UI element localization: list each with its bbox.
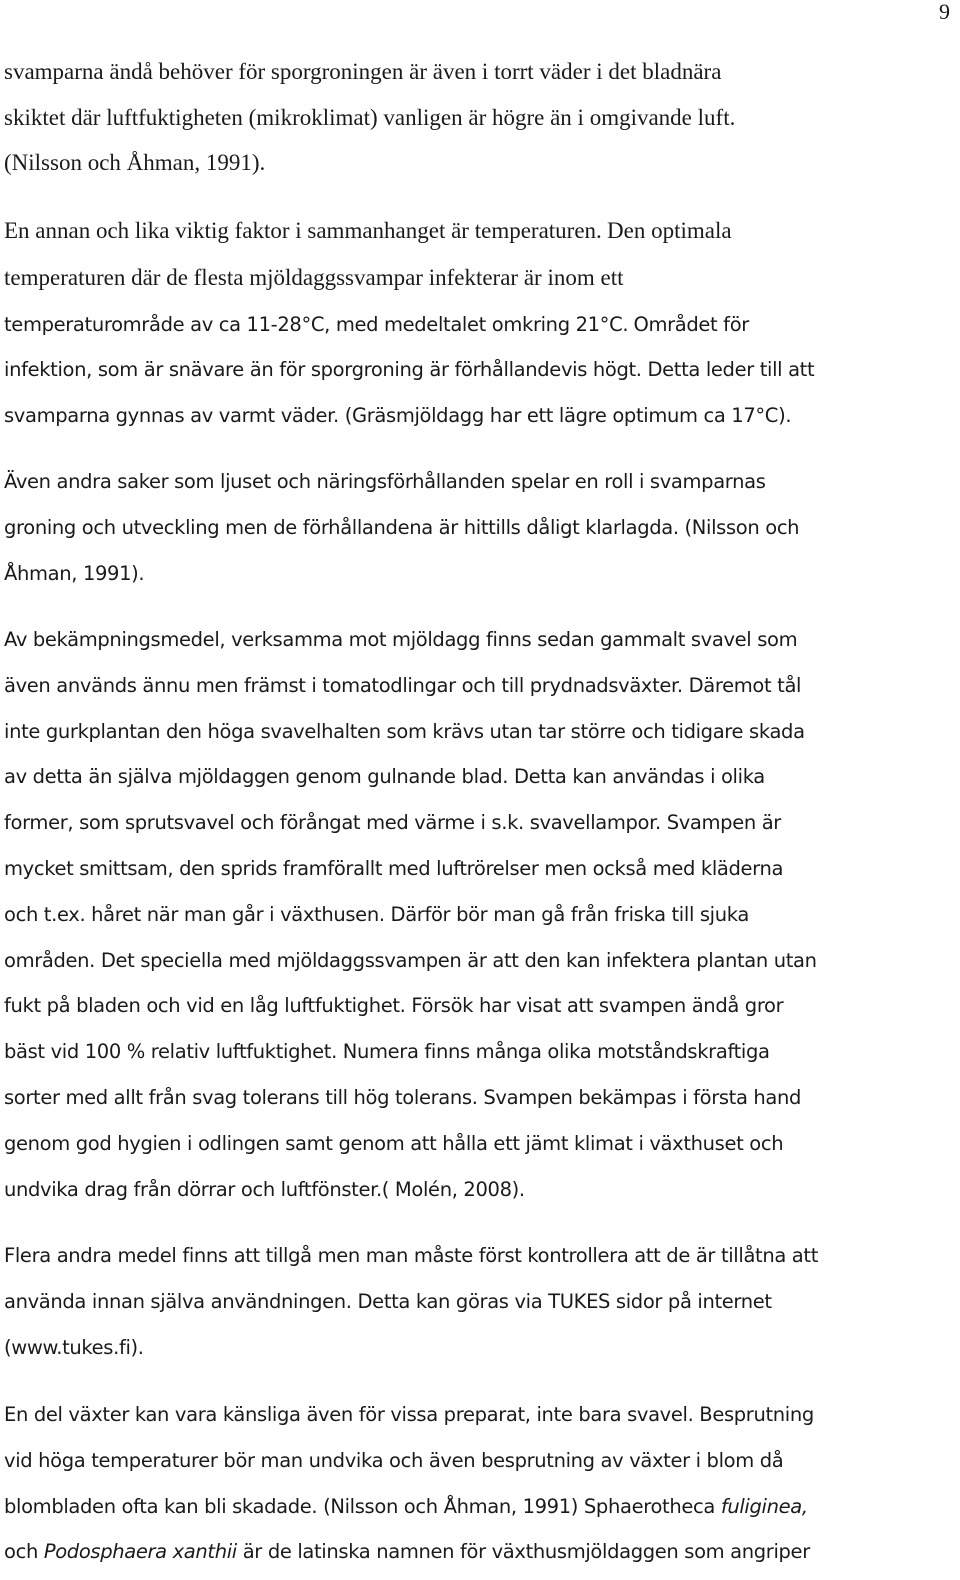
text-run: temperaturområde av ca 11-28°C, med medeltalet omkring 21°C. bbox=[4, 312, 629, 336]
text-line: vid höga temperaturer bör man undvika och även besprutning av växter i blom då bbox=[4, 1448, 784, 1472]
text-line bbox=[4, 302, 960, 348]
paragraph-5 bbox=[4, 1233, 960, 1370]
text-line: former, som sprutsvavel och förångat med värme i s.k. svavellampor. Svampen är bbox=[4, 811, 781, 835]
text-line: Av bekämpningsmedel, verksamma mot mjöldagg finns sedan gammalt svavel som bbox=[4, 628, 798, 651]
text-line: Även andra saker som ljuset och näringsförhållanden spelar en roll i svamparnas bbox=[4, 470, 766, 493]
text-run: svamparna gynnas av varmt väder. (Gräsmjöldagg har ett lägre optimum ca 17°C). bbox=[4, 404, 792, 428]
text-line: (Nilsson och Åhman, 1991). bbox=[4, 150, 266, 175]
text-run: blombladen ofta kan bli skadade. (Nilsson och Åhman, 1991) Sphaerotheca bbox=[4, 1494, 721, 1518]
text-line bbox=[4, 1529, 960, 1575]
text-run: är de latinska namnen för växthusmjöldaggen som angriper bbox=[236, 1540, 810, 1564]
text-run: temperaturen där de flesta mjöldaggssvampar infekterar är inom ett bbox=[4, 264, 624, 290]
text-line: groning och utveckling men de förhållandena är hittills dåligt klarlagda. (Nilsson och bbox=[4, 515, 800, 539]
text-run: infektion, som är snävare än för sporgroning är förhållandevis högt. Detta leder till att bbox=[4, 358, 815, 382]
text-line: områden. Det speciella med mjöldaggssvampen är att den kan infektera plantan utan bbox=[4, 948, 817, 972]
text-line: inte gurkplantan den höga svavelhalten som krävs utan tar större och tidigare skada bbox=[4, 719, 805, 743]
text-line: svamparna ändå behöver för sporgroningen är även i torrt väder i det bladnära bbox=[4, 59, 722, 84]
text-line bbox=[4, 347, 960, 393]
text-line: undvika drag från dörrar och luftfönster.( Molén, 2008). bbox=[4, 1177, 525, 1201]
paragraph-6 bbox=[4, 1392, 960, 1575]
text-line bbox=[4, 255, 960, 302]
paragraph-1 bbox=[4, 49, 960, 186]
text-line: även används ännu men främst i tomatodlingar och till prydnadsväxter. Däremot tål bbox=[4, 673, 802, 697]
text-line: (www.tukes.fi). bbox=[4, 1335, 144, 1359]
text-line bbox=[4, 208, 960, 255]
text-line: och t.ex. håret när man går i växthusen. Därför bör man gå från friska till sjuka bbox=[4, 902, 749, 926]
text-line: använda innan själva användningen. Detta kan göras via TUKES sidor på internet bbox=[4, 1289, 772, 1313]
text-line: Flera andra medel finns att tillgå men man måste först kontrollera att de är tillåtna att bbox=[4, 1244, 818, 1267]
text-run: Området för bbox=[633, 312, 749, 336]
text-line: mycket smittsam, den sprids framförallt med luftrörelser men också med kläderna bbox=[4, 856, 784, 880]
text-line bbox=[4, 393, 960, 439]
page-number: 9 bbox=[939, 0, 950, 24]
text-line: Åhman, 1991). bbox=[4, 561, 145, 585]
paragraph-2 bbox=[4, 208, 960, 439]
text-line: av detta än själva mjöldaggen genom gulnande blad. Detta kan användas i olika bbox=[4, 765, 765, 789]
text-run: och bbox=[4, 1540, 44, 1564]
text-line: sorter med allt från svag tolerans till hög tolerans. Svampen bekämpas i första hand bbox=[4, 1085, 802, 1109]
text-line: En del växter kan vara känsliga även för vissa preparat, inte bara svavel. Besprutning bbox=[4, 1403, 814, 1426]
text-line bbox=[4, 1484, 960, 1530]
text-line: bäst vid 100 % relativ luftfuktighet. Numera finns många olika motståndskraftiga bbox=[4, 1040, 770, 1064]
paragraph-3 bbox=[4, 459, 960, 596]
text-run: En annan och lika viktig faktor i sammanhanget är temperaturen. bbox=[4, 218, 602, 243]
latin-name: Podosphaera xanthii bbox=[43, 1540, 237, 1564]
text-run: Den optimala bbox=[607, 218, 732, 243]
text-line: skiktet där luftfuktigheten (mikroklimat) vanligen är högre än i omgivande luft. bbox=[4, 104, 736, 130]
paragraph-4 bbox=[4, 617, 960, 1212]
latin-name: fuliginea, bbox=[720, 1494, 808, 1518]
text-line: fukt på bladen och vid en låg luftfuktighet. Försök har visat att svampen ändå gror bbox=[4, 994, 784, 1018]
text-line: genom god hygien i odlingen samt genom att hålla ett jämt klimat i växthuset och bbox=[4, 1131, 784, 1155]
